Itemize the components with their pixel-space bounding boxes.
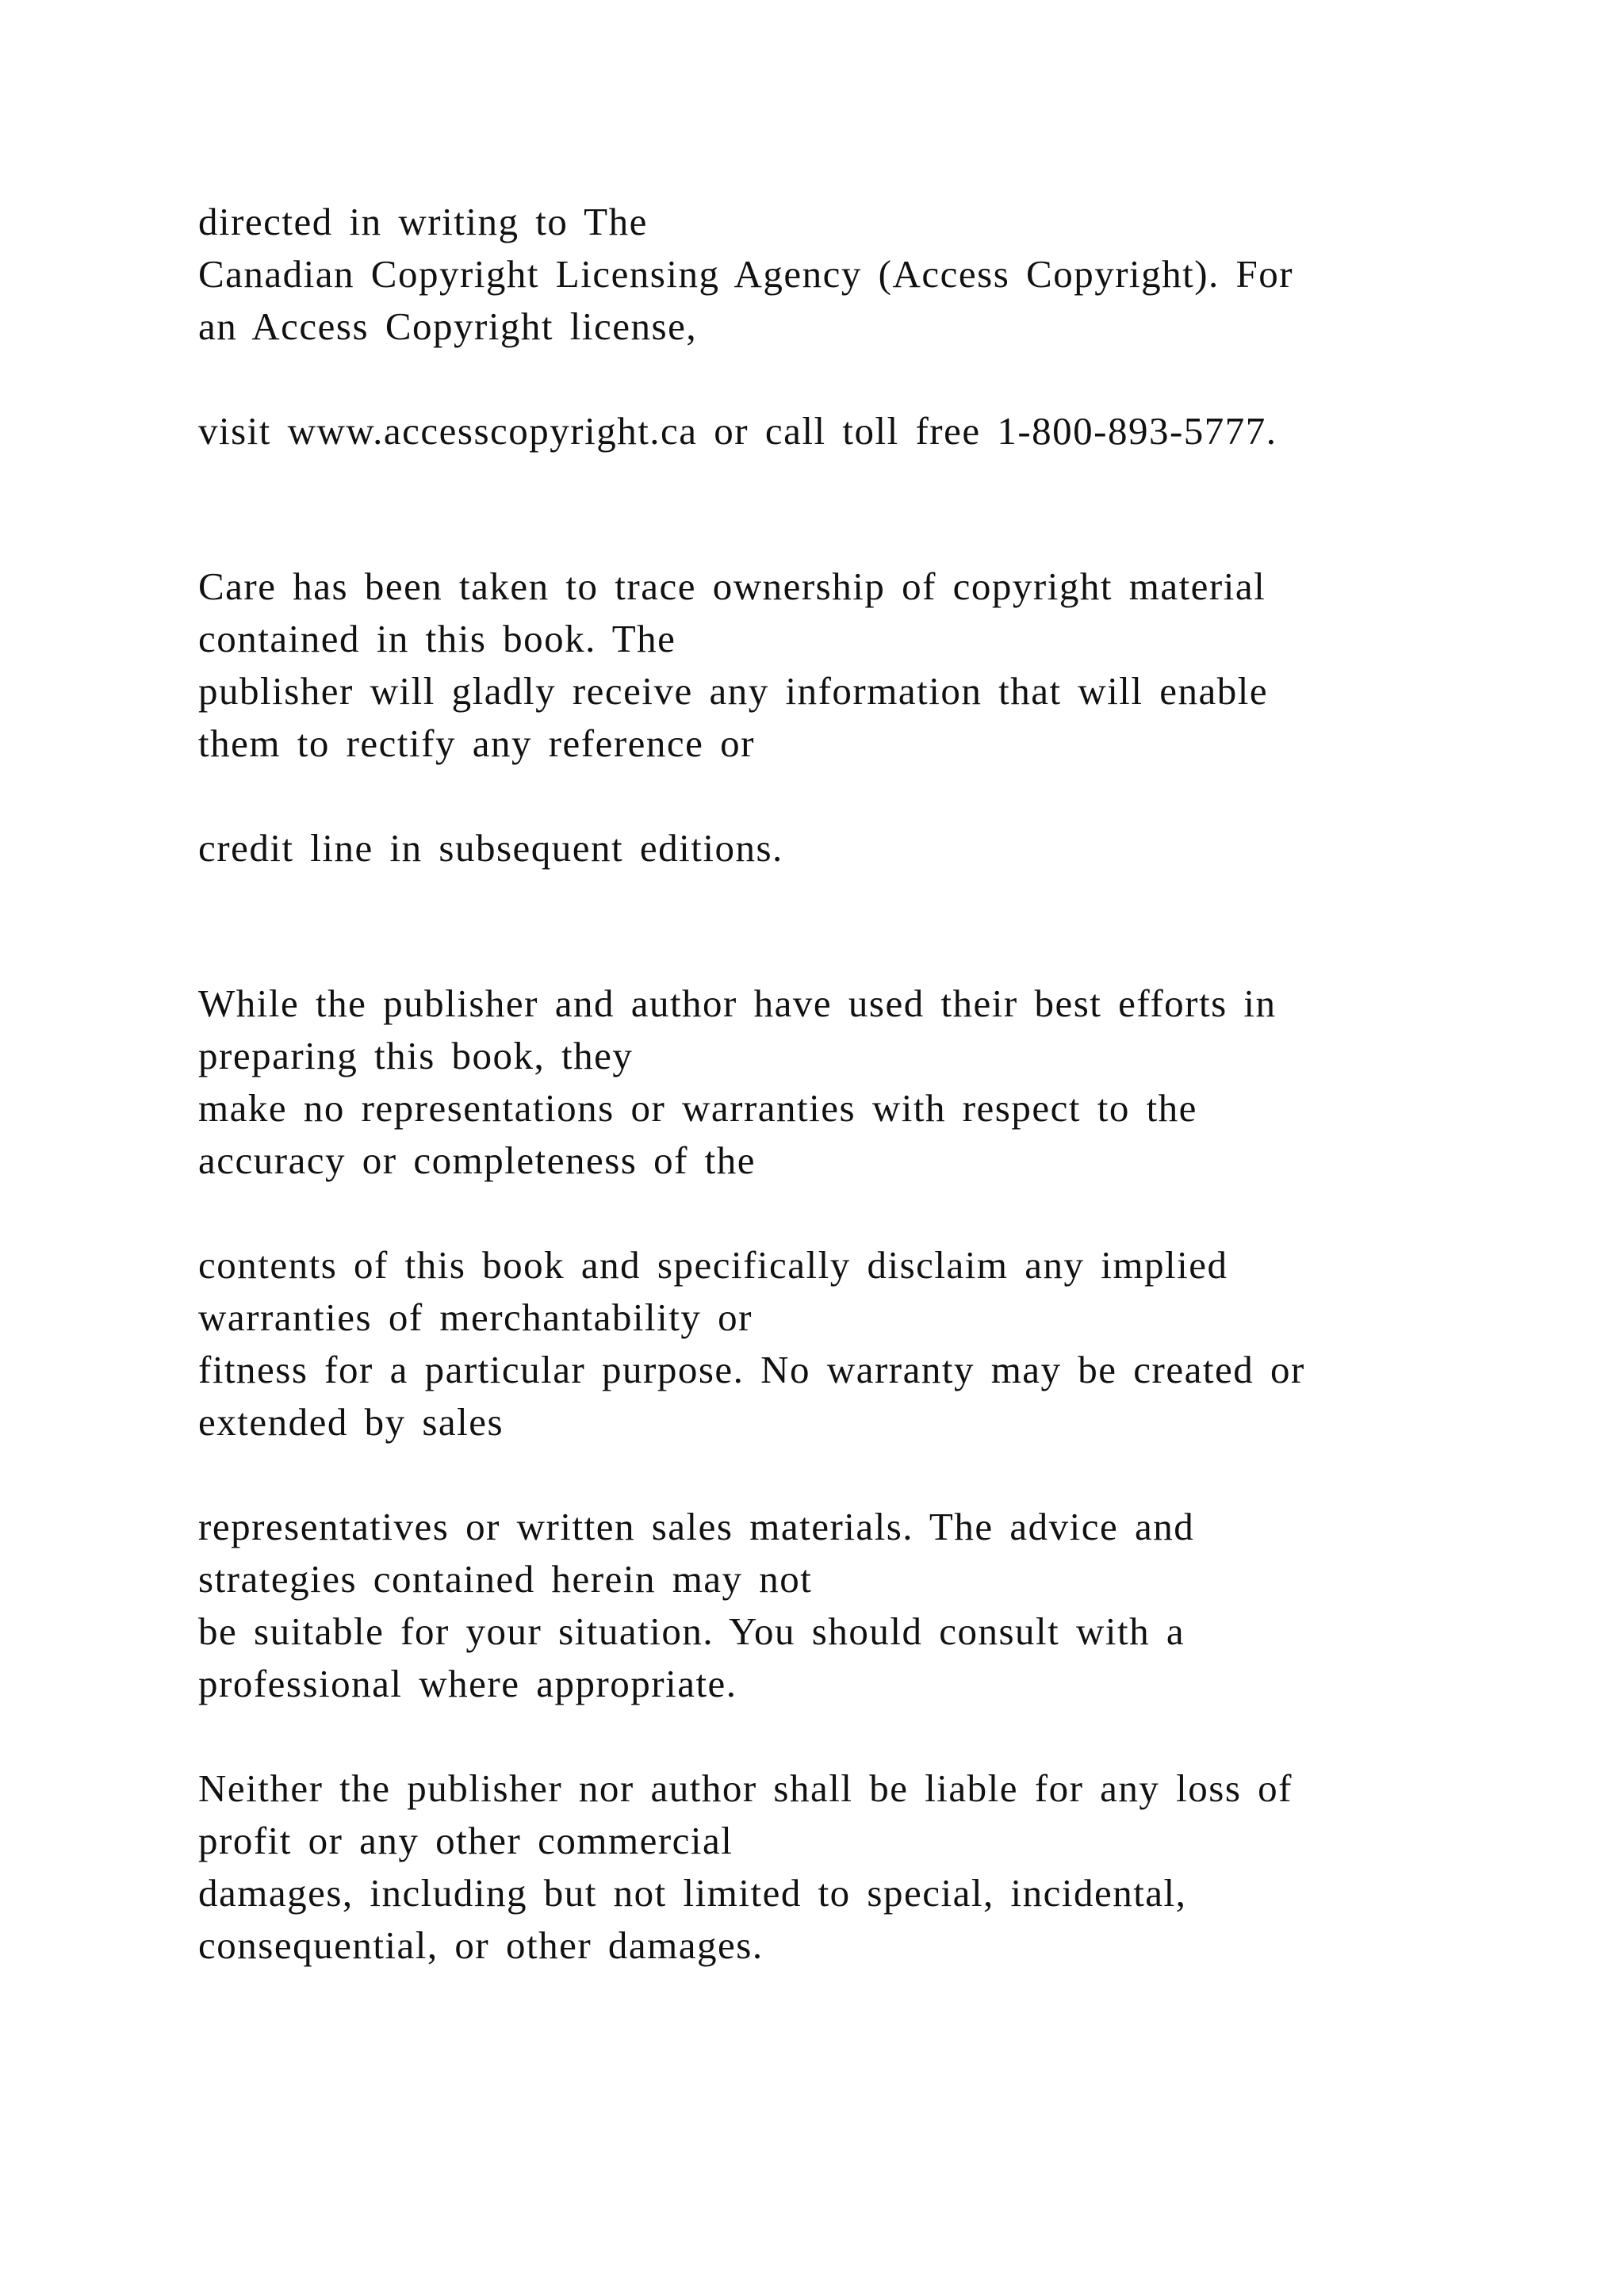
text-line: be suitable for your situation. You should consult with a [198,1609,1185,1653]
text-line: contained in this book. The [198,617,676,660]
text-line: Canadian Copyright Licensing Agency (Access Copyright). For [198,252,1294,296]
text-line: publisher will gladly receive any information that will enable [198,669,1269,713]
text-line: representatives or written sales materials. The advice and [198,1505,1195,1548]
text-line: damages, including but not limited to special, incidental, [198,1871,1187,1915]
text-line: accuracy or completeness of the [198,1138,756,1182]
text-line: Care has been taken to trace ownership of copyright material [198,564,1266,608]
text-line: Neither the publisher nor author shall be liable for any loss of [198,1766,1293,1810]
text-line: make no representations or warranties with respect to the [198,1086,1197,1130]
text-line: contents of this book and specifically disclaim any implied [198,1243,1228,1287]
text-line: an Access Copyright license, [198,304,698,348]
text-line: profit or any other commercial [198,1819,733,1862]
text-line: strategies contained herein may not [198,1557,813,1601]
text-line: consequential, or other damages. [198,1923,764,1967]
text-line: credit line in subsequent editions. [198,826,783,870]
text-line: visit www.accesscopyright.ca or call toll free 1-800-893-5777. [198,409,1277,453]
text-line: directed in writing to The [198,200,648,243]
text-line: professional where appropriate. [198,1662,737,1705]
text-line: warranties of merchantability or [198,1295,753,1339]
text-line: preparing this book, they [198,1034,634,1077]
text-line: While the publisher and author have used their best efforts in [198,982,1277,1025]
text-line: extended by sales [198,1400,504,1444]
text-line: fitness for a particular purpose. No warranty may be created or [198,1348,1305,1391]
text-line: them to rectify any reference or [198,721,755,765]
